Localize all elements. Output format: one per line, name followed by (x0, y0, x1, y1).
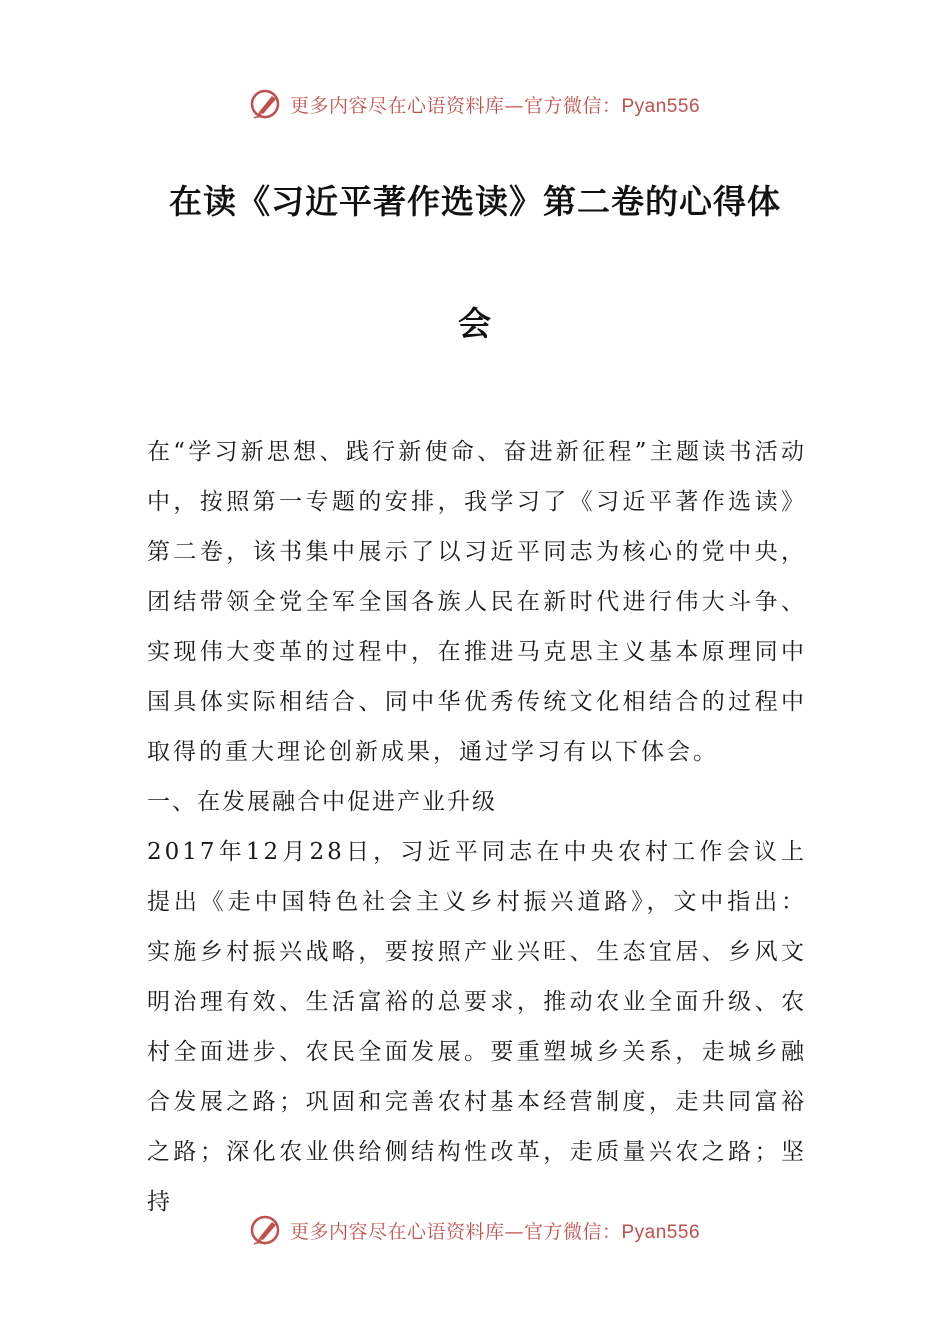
document-body (147, 427, 807, 1227)
wechat-id: Pyan556 (621, 95, 701, 117)
document-title-line2: 会 (458, 304, 492, 343)
banner-text: 更多内容尽在心语资料库—官方微信：Pyan556 (289, 94, 701, 117)
pen-logo-icon (250, 1213, 284, 1247)
document-title-line1: 在读《习近平著作选读》第二卷的心得体 (169, 182, 781, 221)
footer-banner (0, 1210, 950, 1250)
paragraph-section-1: 2017年12月28日，习近平同志在中央农村工作会议上提出《走中国特色社会主义乡村振兴道路》，文中指出：实施乡村振兴战略，要按照产业兴旺、生态宜居、乡风文明治理有效、生活富裕的总要求，推动农业全面升级、农村全面进步、农民全面发展。要重塑城乡关系，走城乡融合发展之路；巩固和完善农村基本经营制度，走共同富裕之路；深化农业供给侧结构性改革，走质量兴农之路；坚持 (147, 839, 807, 1215)
wechat-id: Pyan556 (621, 1221, 701, 1243)
pen-logo-icon (250, 87, 284, 121)
section-heading-1: 一、在发展融合中促进产业升级 (147, 789, 497, 815)
paragraph-intro: 在“学习新思想、践行新使命、奋进新征程”主题读书活动中，按照第一专题的安排，我学习了《习近平著作选读》第二卷，该书集中展示了以习近平同志为核心的党中央，团结带领全党全军全国各族人民在新时代进行伟大斗争、实现伟大变革的过程中，在推进马克思主义基本原理同中国具体实际相结合、同中华优秀传统文化相结合的过程中取得的重大理论创新成果，通过学习有以下体会。 (147, 439, 807, 765)
header-banner (0, 84, 950, 124)
banner-text: 更多内容尽在心语资料库—官方微信：Pyan556 (289, 1220, 701, 1243)
